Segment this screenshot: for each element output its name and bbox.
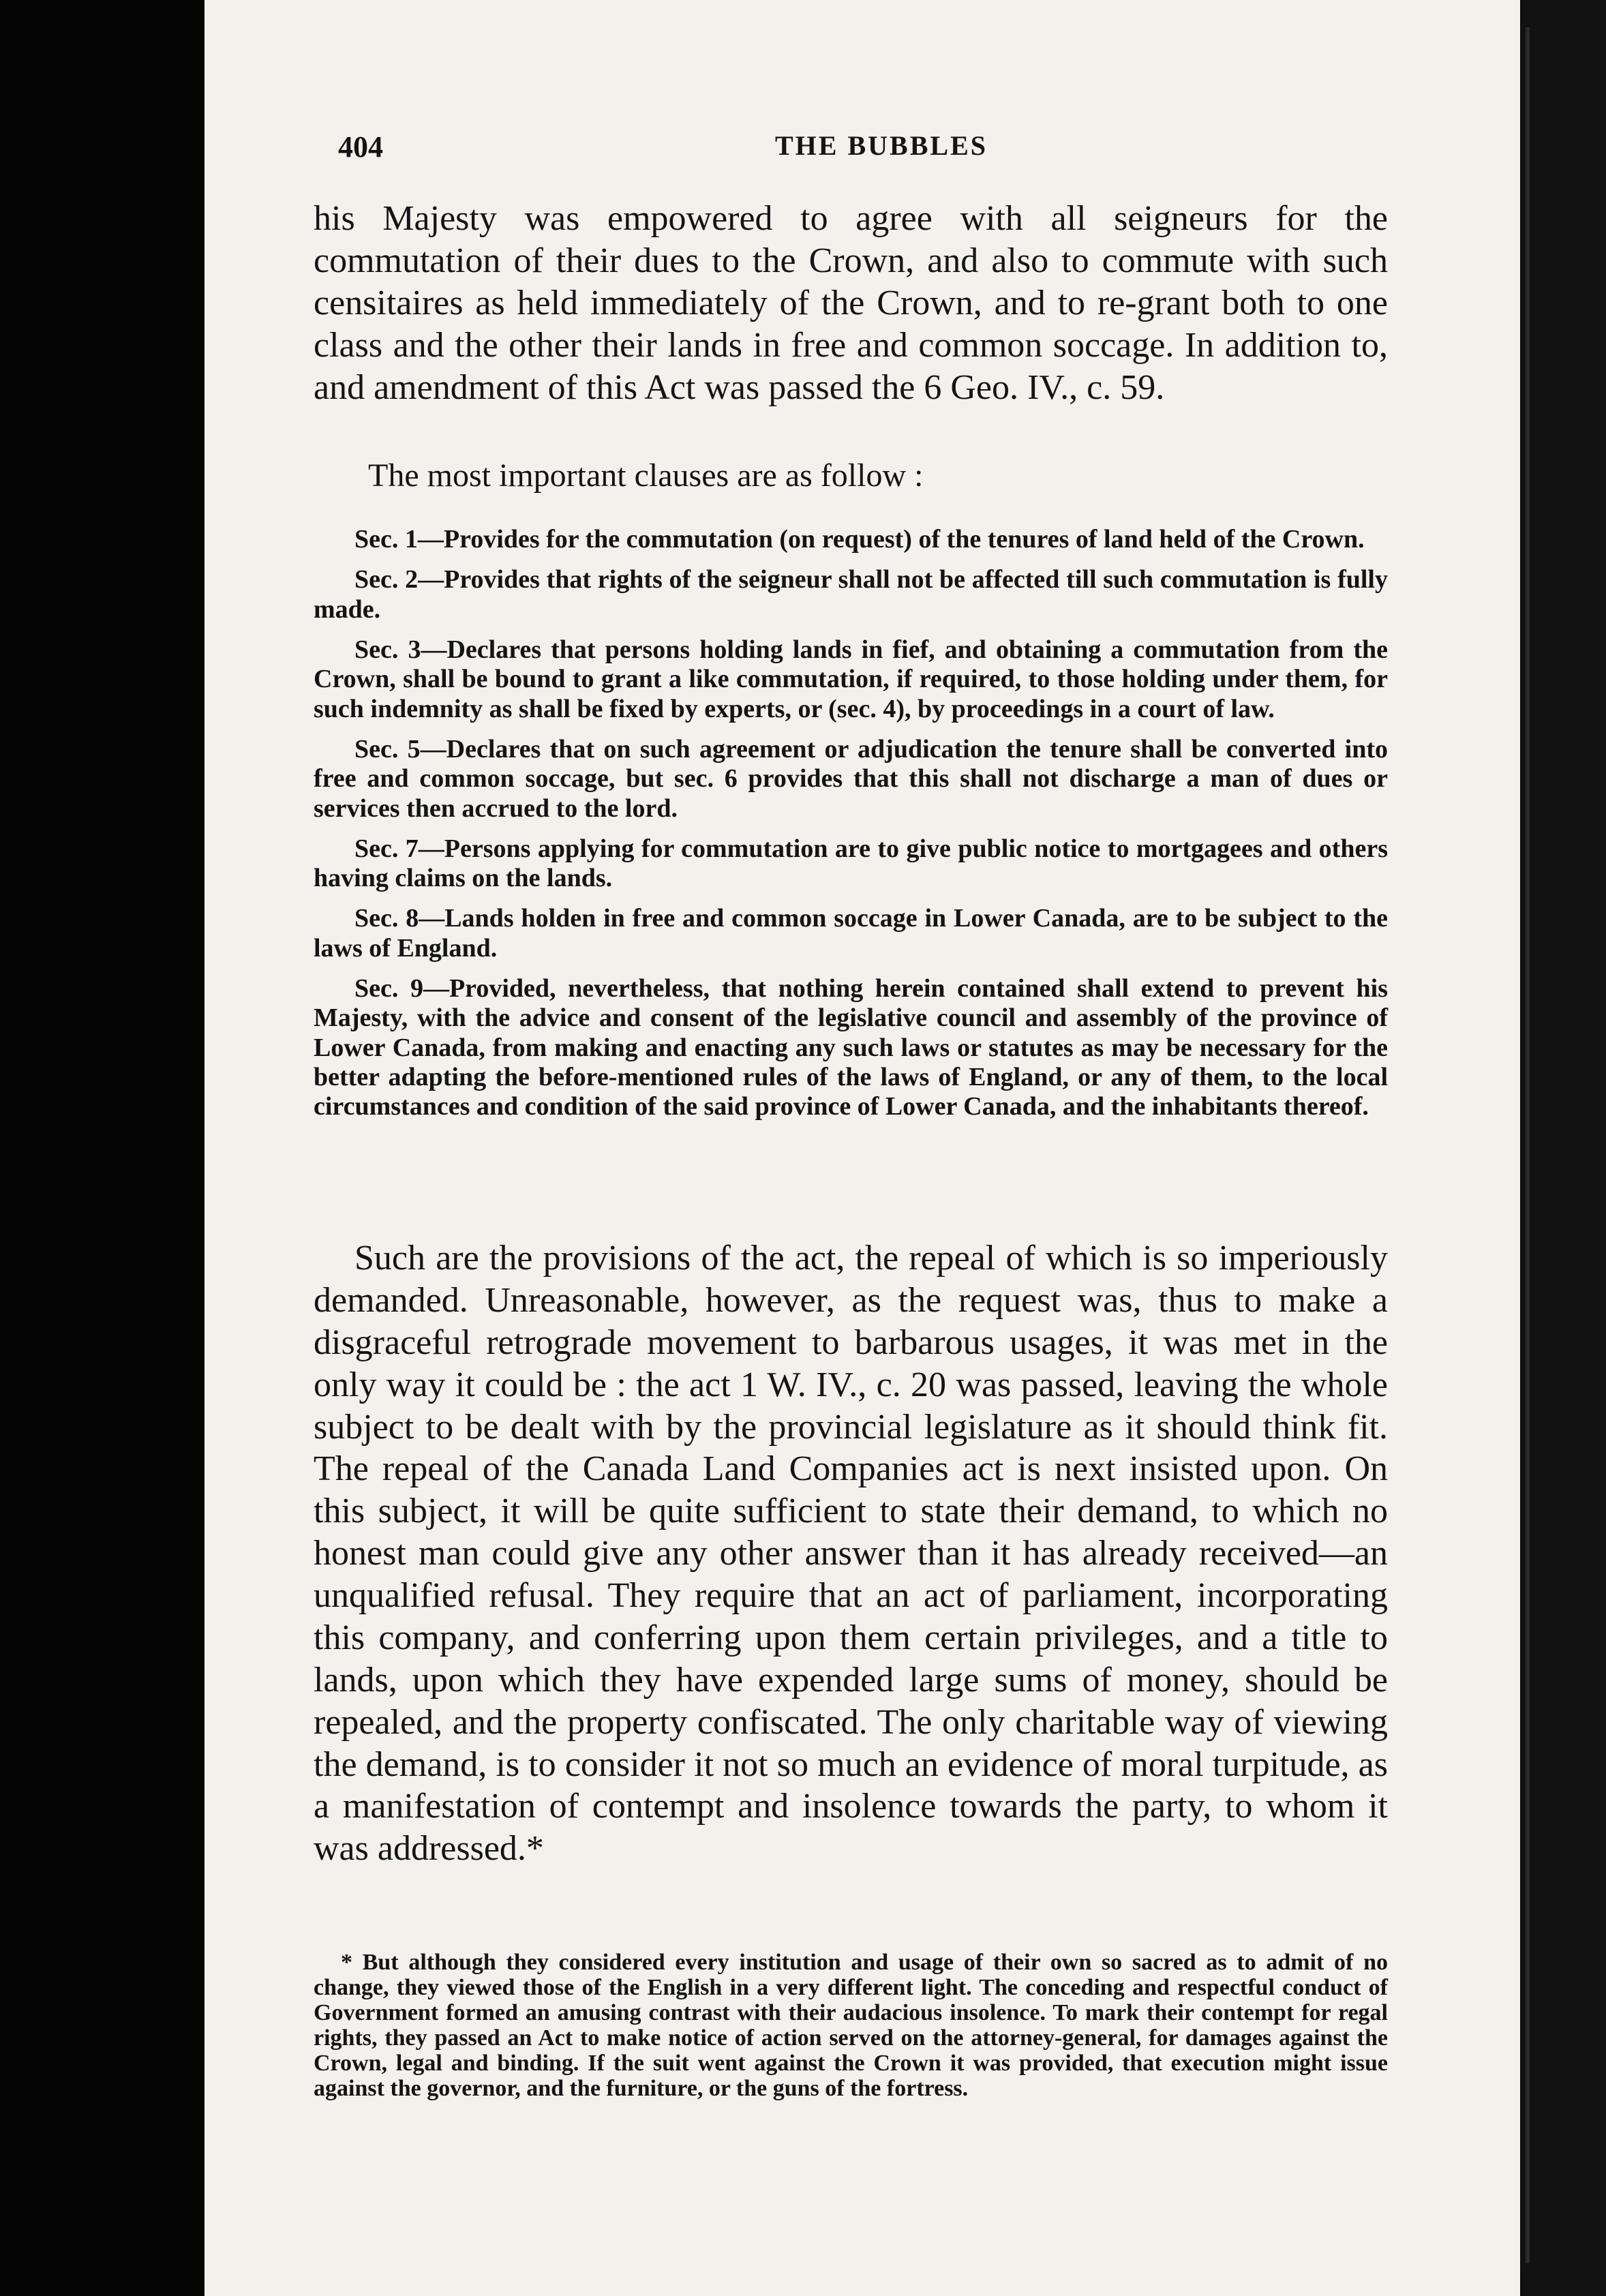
opening-paragraph-block: [314, 198, 1388, 408]
section-7: Sec. 7—Persons applying for commutation are to give public notice to mortgagees and others having claims on the lands.: [314, 834, 1388, 893]
book-page: [204, 0, 1520, 2296]
section-1: Sec. 1—Provides for the commutation (on request) of the tenures of land held of the Crown.: [354, 525, 1365, 554]
clauses-intro-block: [314, 457, 1388, 494]
clauses-intro: The most important clauses are as follow :: [368, 457, 924, 494]
right-dark-edge: [1520, 0, 1606, 2296]
running-title: THE BUBBLES: [774, 130, 988, 161]
main-paragraph-block: [314, 1237, 1388, 1870]
section-8: Sec. 8—Lands holden in free and common soccage in Lower Canada, are to be subject to the laws of England.: [314, 904, 1388, 963]
section-2: Sec. 2—Provides that rights of the seigneur shall not be affected till such commutation is fully made.: [314, 565, 1388, 624]
sections-list: [314, 525, 1388, 1133]
section-9: Sec. 9—Provided, nevertheless, that nothing herein contained shall extend to prevent his Majesty, with the advice and consent of the legislative council and assembly of the province of Lower Canada, from making and enacting any such laws or statutes as may be necessary for the better adapting the before-mentioned rules of the laws of England, or any of them, to the local circumstances and condition of the said province of Lower Canada, and the inhabitants thereof.: [314, 974, 1388, 1121]
section-5: Sec. 5—Declares that on such agreement or adjudication the tenure shall be converted into free and common soccage, but sec. 6 provides that this shall not discharge a man of dues or services then accrued to the lord.: [314, 734, 1388, 823]
main-paragraph: Such are the provisions of the act, the repeal of which is so imperiously demanded. Unreasonable, however, as the request was, thus to make a disgraceful retrograde movement to barbarous usages, it was met in the only way it could be : the act 1 W. IV., c. 20 was passed, leaving the whole subject to be dealt with by the provincial legislature as it should think fit. The repeal of the Canada Land Companies act is next insisted upon. On this subject, it will be quite sufficient to state their demand, to which no honest man could give any other answer than it has already received—an unqualified refusal. They require that an act of parliament, incorporating this company, and conferring upon them certain privileges, and a title to lands, upon which they have expended large sums of money, should be repealed, and the property confiscated. The only charitable way of viewing the demand, is to consider it not so much an evidence of moral turpitude, as a manifestation of contempt and insolence towards the party, to whom it was addressed.*: [314, 1239, 1388, 1869]
left-dark-margin: [0, 0, 204, 2296]
opening-paragraph: his Majesty was empowered to agree with all seigneurs for the commutation of their dues to the Crown, and also to commute with such censitaires as held immediately of the Crown, and to re-grant both to one class and the other their lands in free and common soccage. In addition to, and amendment of this Act was passed the 6 Geo. IV., c. 59.: [314, 199, 1388, 407]
footnote: * But although they considered every institution and usage of their own so sacred as to admit of no change, they viewed those of the English in a very different light. The conceding and respectful conduct of Government formed an amusing contrast with their audacious insolence. To mark their contempt for regal rights, they passed an Act to make notice of action served on the attorney-general, for damages against the Crown, legal and binding. If the suit went against the Crown it was provided, that execution might issue against the governor, and the furniture, or the guns of the fortress.: [314, 1950, 1388, 2102]
section-3: Sec. 3—Declares that persons holding lands in fief, and obtaining a commutation from the Crown, shall be bound to grant a like commutation, if required, to those holding under them, for such indemnity as shall be fixed by experts, or (sec. 4), by proceedings in a court of law.: [314, 635, 1388, 723]
page-edge-line: [1526, 27, 1530, 2263]
footnote-block: [314, 1950, 1388, 2101]
page-number: 404: [338, 130, 383, 164]
running-head: [338, 130, 1425, 177]
